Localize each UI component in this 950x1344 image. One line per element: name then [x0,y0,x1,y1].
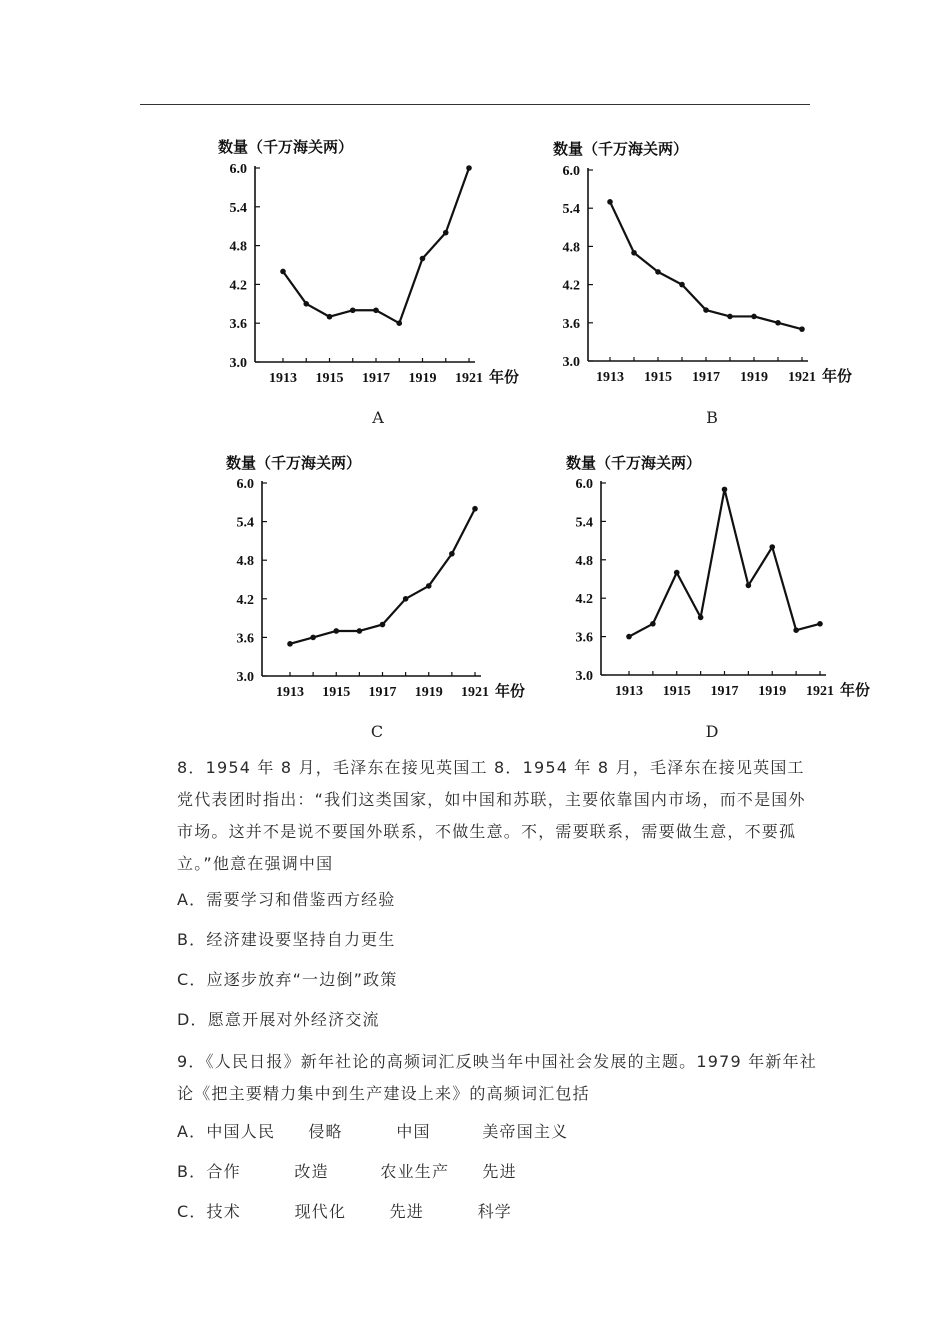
option-prefix: B． [177,1162,207,1181]
chart-title: 数量（千万海关两） [566,454,702,472]
y-tick-label: 4.2 [236,592,254,608]
keyword: 改造 [294,1162,329,1181]
data-point [817,621,823,627]
y-tick-label: 4.2 [229,278,247,294]
y-tick-label: 6.0 [575,477,593,492]
x-tick-label: 1919 [414,685,443,700]
y-tick-label: 3.6 [229,317,247,333]
x-axis-label: 年份 [495,682,526,700]
y-tick-label: 6.0 [562,164,580,179]
keyword: 技术 [206,1202,241,1221]
chart-title: 数量（千万海关两） [218,138,354,156]
keyword: 农业生产 [380,1162,450,1181]
x-tick-label: 1917 [362,371,390,386]
chart-d-label: D [705,722,719,741]
q8-option-c[interactable]: C．应逐步放弃“一边倒”政策 [177,970,398,989]
data-point [674,570,680,576]
data-point [626,634,632,640]
x-tick-label: 1921 [806,684,834,699]
q9-option-a[interactable] [177,1120,568,1144]
option-prefix: C． [177,1202,207,1221]
x-tick-label: 1919 [758,684,787,699]
x-tick-label: 1913 [269,371,297,386]
y-tick-label: 5.4 [236,515,254,531]
keyword: 美帝国主义 [482,1122,569,1141]
q9-option-c[interactable] [177,1200,512,1224]
y-tick-label: 4.8 [575,553,593,569]
y-tick-label: 3.6 [562,316,580,332]
chart-c-label: C [370,722,384,741]
question-8-text: 8．1954 年 8 月，毛泽东在接见英国工 8．1954 年 8 月，毛泽东在接见英国工党代表团时指出：“我们这类国家，如中国和苏联，主要依靠国内市场，而不是国外市场。这并不是说不要国外联系，不做生意。不，需要联系，需要做生意，不要孤立。”他意在强调中国 [177,758,806,873]
x-tick-label: 1921 [788,370,816,385]
x-tick-label: 1913 [615,684,643,699]
x-tick-label: 1915 [662,684,691,699]
data-point [769,544,775,550]
data-point [746,583,752,589]
x-tick-label: 1915 [322,685,351,700]
y-tick-label: 5.4 [562,202,580,218]
y-tick-label: 5.4 [229,200,247,216]
data-point [722,487,728,493]
x-axis-label: 年份 [489,368,520,386]
option-prefix: A． [177,1122,207,1141]
x-tick-label: 1917 [710,684,739,699]
data-point [650,621,656,627]
y-tick-label: 4.8 [236,554,254,570]
keyword: 科学 [477,1202,512,1221]
x-tick-label: 1917 [368,685,397,700]
chart-a-label: A [372,408,384,427]
data-point [698,615,704,621]
question-9-text: 9．《人民日报》新年社论的高频词汇反映当年中国社会发展的主题。1979 年新年社论《把主要精力集中到生产建设上来》的高频词汇包括 [177,1052,817,1103]
keyword: 先进 [482,1162,517,1181]
q9-option-b[interactable] [177,1160,517,1184]
y-tick-label: 3.0 [229,356,247,371]
y-tick-label: 3.6 [575,630,593,646]
chart-title: 数量（千万海关两） [553,140,689,158]
keyword: 中国 [396,1122,431,1141]
x-tick-label: 1913 [276,685,304,700]
x-tick-label: 1919 [740,370,768,385]
q8-option-b[interactable]: B．经济建设要坚持自力更生 [177,930,396,949]
y-tick-label: 6.0 [229,162,247,177]
x-tick-label: 1921 [455,371,483,386]
series-line [629,489,820,636]
y-tick-label: 3.6 [236,631,254,647]
x-tick-label: 1921 [461,685,489,700]
y-tick-label: 6.0 [236,477,254,492]
y-tick-label: 3.0 [575,669,593,684]
data-point [793,627,799,633]
y-tick-label: 4.8 [562,240,580,256]
y-tick-label: 4.8 [229,239,247,255]
x-tick-label: 1913 [596,370,624,385]
y-tick-label: 3.0 [562,355,580,370]
x-tick-label: 1915 [315,371,344,386]
y-tick-label: 4.2 [562,278,580,294]
keyword: 先进 [389,1202,424,1221]
x-axis-label: 年份 [822,367,853,385]
y-tick-label: 3.0 [236,670,254,685]
keyword: 现代化 [294,1202,347,1221]
x-tick-label: 1919 [408,371,437,386]
keyword: 中国人民 [206,1122,276,1141]
x-tick-label: 1917 [692,370,720,385]
y-tick-label: 5.4 [575,515,593,531]
chart-b-label: B [706,408,718,427]
keyword: 侵略 [308,1122,343,1141]
q8-option-d[interactable]: D．愿意开展对外经济交流 [177,1010,380,1029]
x-axis-label: 年份 [840,681,871,699]
x-tick-label: 1915 [644,370,672,385]
q8-option-a[interactable]: A．需要学习和借鉴西方经验 [177,890,396,909]
y-tick-label: 4.2 [575,592,593,608]
keyword: 合作 [206,1162,241,1181]
chart-title: 数量（千万海关两） [226,454,362,472]
